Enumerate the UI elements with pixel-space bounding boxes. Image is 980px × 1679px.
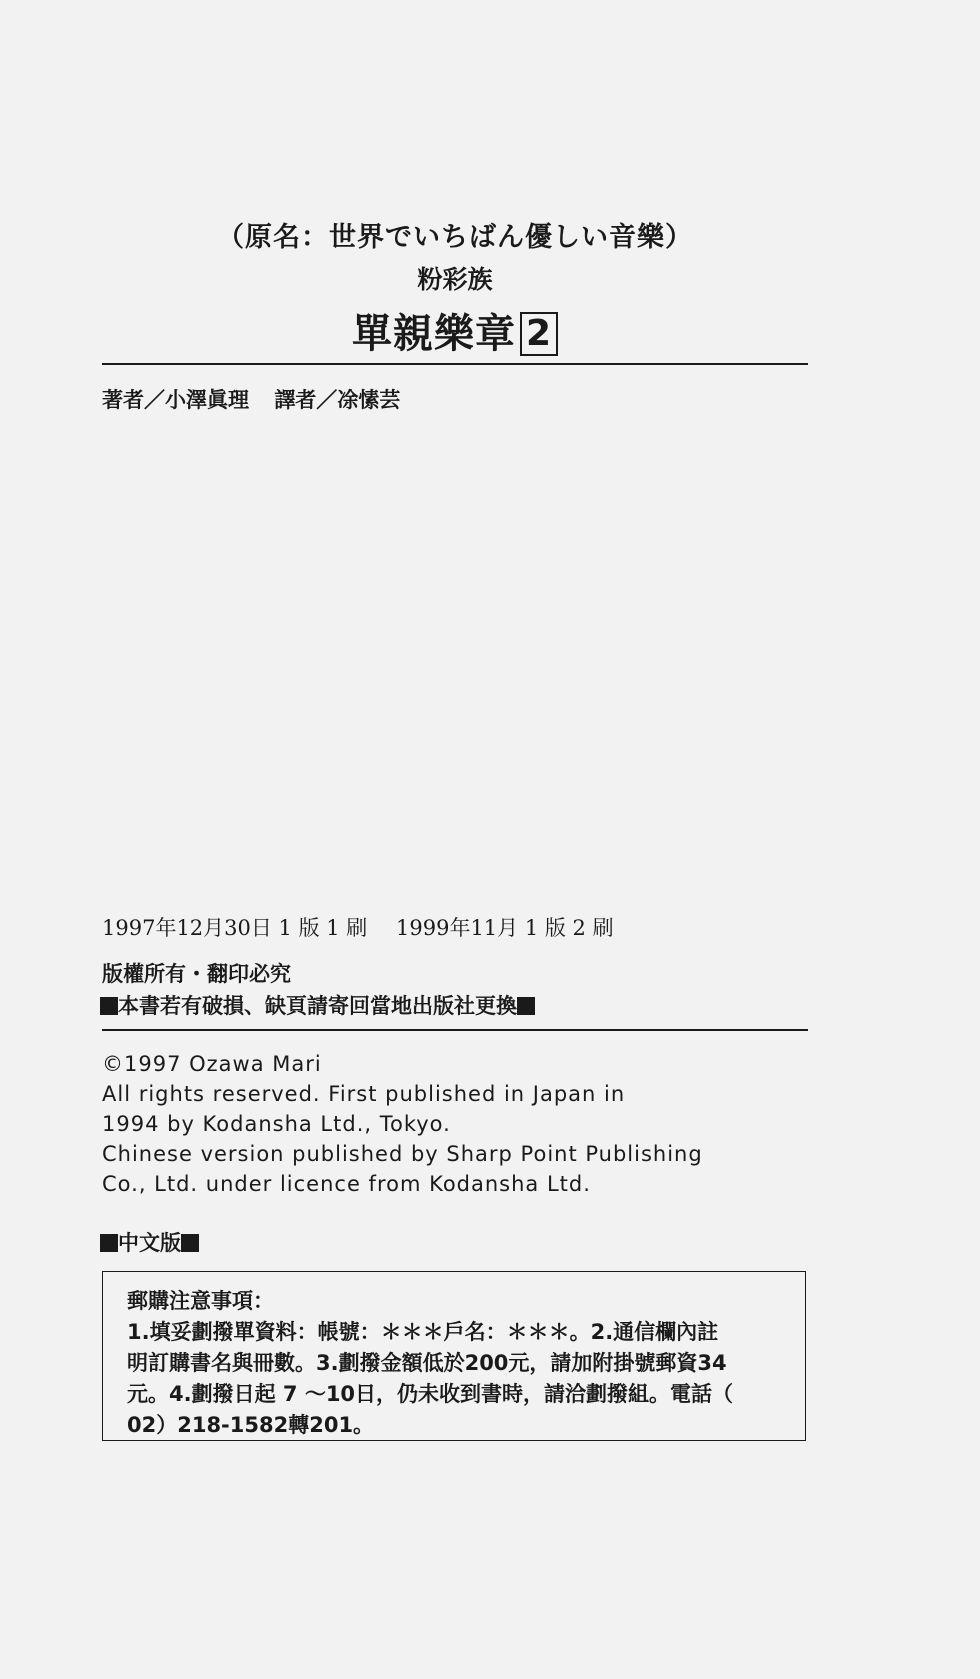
copyright-line: Co., Ltd. under licence from Kodansha Ltd. bbox=[102, 1172, 591, 1196]
copyright-block bbox=[102, 1049, 703, 1199]
copyright-line: All rights reserved. First published in Japan in bbox=[102, 1082, 626, 1106]
notice-line: 明訂購書名與冊數。3.劃撥金額低於200元，請加附掛號郵資34 bbox=[127, 1351, 727, 1375]
credits bbox=[102, 384, 400, 414]
square-bullet-icon bbox=[100, 1234, 118, 1252]
mail-order-notice bbox=[102, 1271, 806, 1441]
translator-credit: 譯者／凃愫芸 bbox=[274, 388, 401, 412]
notice-line: 02）218-1582轉201。 bbox=[127, 1413, 375, 1437]
notice-line: 郵購注意事項： bbox=[127, 1289, 274, 1313]
author-credit: 著者／小澤眞理 bbox=[102, 388, 249, 412]
square-bullet-icon bbox=[517, 997, 535, 1015]
series-name: 粉彩族 bbox=[417, 265, 493, 294]
chinese-edition: 中文版 bbox=[118, 1231, 181, 1255]
chinese-edition-line bbox=[100, 1227, 199, 1257]
edition-history bbox=[102, 912, 614, 942]
original-title: （原名：世界でいちばん優しい音樂） bbox=[217, 222, 693, 253]
book-title-line bbox=[0, 302, 910, 359]
rights-statement: 版權所有・翻印必究 bbox=[102, 962, 291, 986]
copyright-line: ©1997 Ozawa Mari bbox=[102, 1052, 322, 1076]
edition-first: 1997年12月30日 1 版 1 刷 bbox=[102, 916, 368, 940]
notice-line: 元。4.劃撥日起 7 ～10日，仍未收到書時，請洽劃撥組。電話（ bbox=[127, 1382, 734, 1406]
divider bbox=[102, 1029, 808, 1031]
notice-line: 1.填妥劃撥單資料：帳號：＊＊＊戶名：＊＊＊。2.通信欄內註 bbox=[127, 1320, 719, 1344]
edition-second: 1999年11月 1 版 2 刷 bbox=[396, 916, 614, 940]
copyright-line: Chinese version published by Sharp Point Publishing bbox=[102, 1142, 703, 1166]
divider bbox=[102, 363, 808, 365]
square-bullet-icon bbox=[100, 997, 118, 1015]
copyright-line: 1994 by Kodansha Ltd., Tokyo. bbox=[102, 1112, 451, 1136]
volume-number: 2 bbox=[520, 312, 558, 356]
damage-notice-line bbox=[100, 990, 535, 1020]
book-title: 單親樂章 bbox=[351, 311, 516, 357]
damage-notice: 本書若有破損、缺頁請寄回當地出版社更換 bbox=[118, 994, 517, 1018]
square-bullet-icon bbox=[181, 1234, 199, 1252]
